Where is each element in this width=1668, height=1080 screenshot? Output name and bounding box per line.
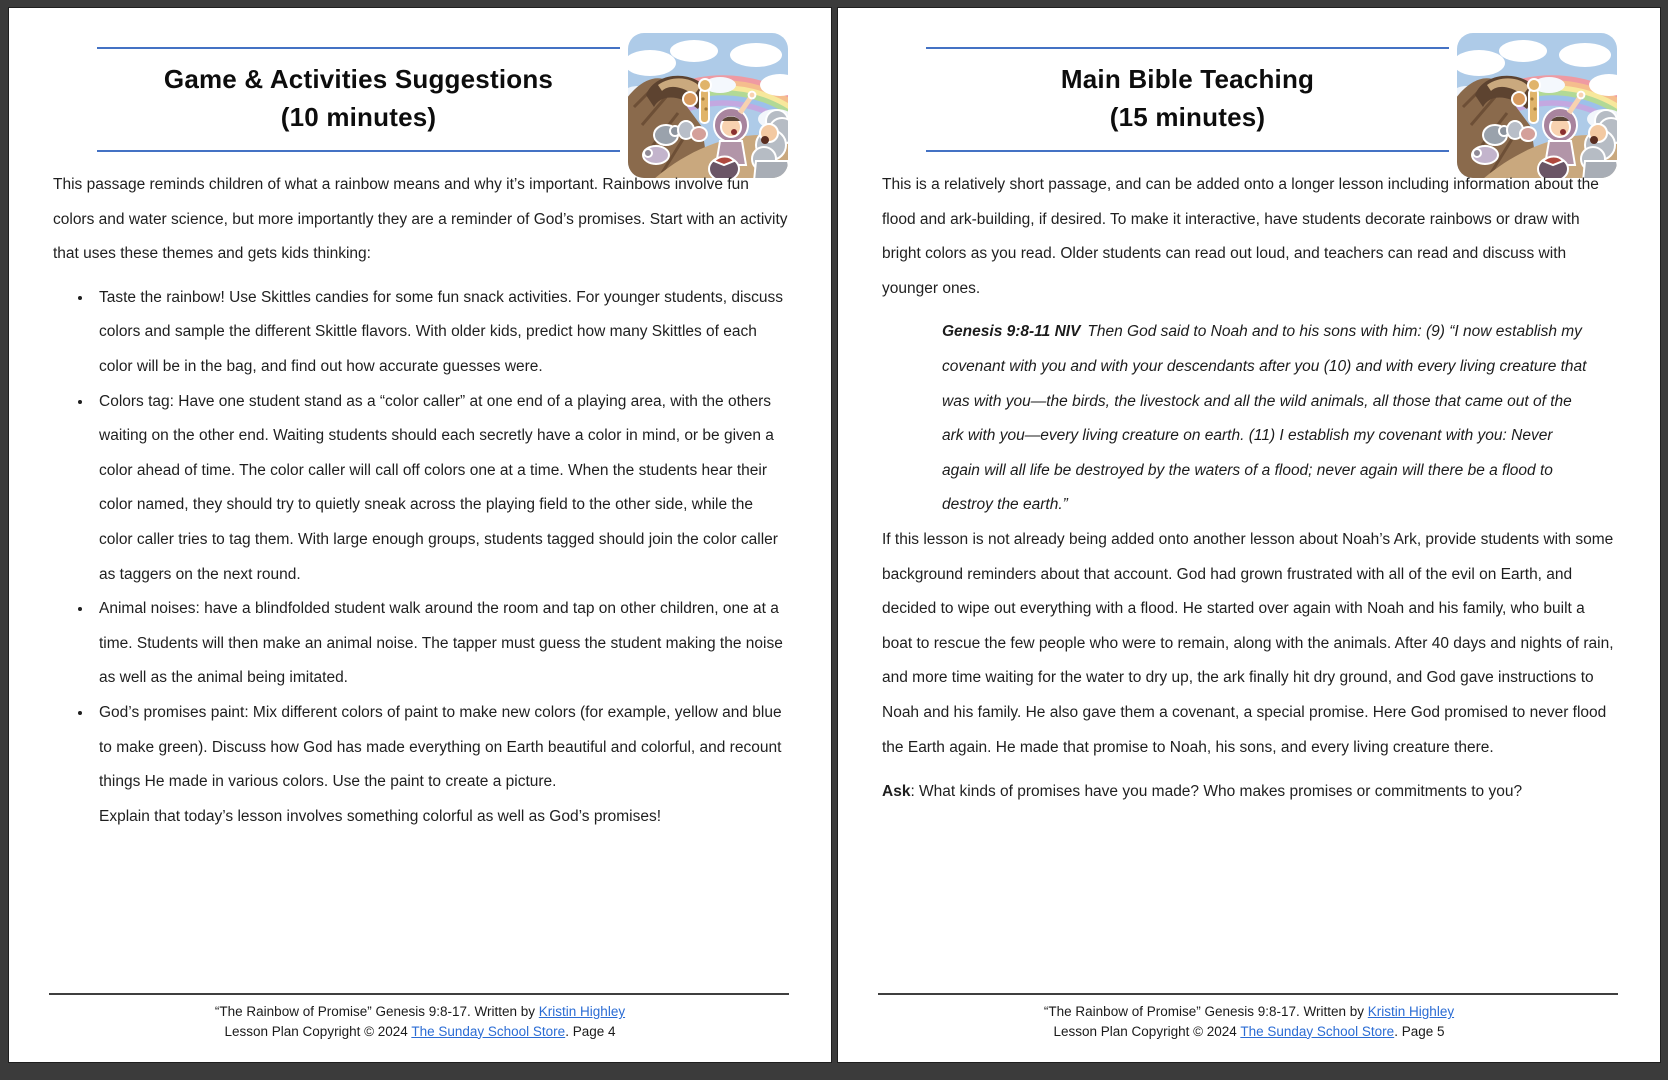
footer-line2 [838, 1022, 1660, 1042]
background-paragraph: If this lesson is not already being added onto another lesson about Noah’s Ark, provide students with some background reminders about that account. God had grown frustrated with all of the evil on Earth, and decided to wipe out everything with a flood. He started over again with Noah and his family, who built a boat to rescue the few people who were to remain, along with the animals. After 40 days and nights of rain, and more time waiting for the water to dry up, the ark finally hit dry ground, and God gave instructions to Noah and his family. He also gave them a covenant, a special promise. Here God promised to never flood the Earth again. He made that promise to Noah, his sons, and every living creature there. [882, 530, 1614, 756]
page-title-line2: (15 minutes) [1109, 102, 1266, 132]
noahs-ark-rainbow-illustration [628, 33, 788, 178]
footer-line1 [9, 1002, 831, 1022]
page-title-line2: (10 minutes) [280, 102, 437, 132]
store-link[interactable]: The Sunday School Store [1240, 1023, 1395, 1039]
page-title-line1: Game & Activities Suggestions [163, 64, 554, 94]
store-link[interactable]: The Sunday School Store [411, 1023, 566, 1039]
page-body [53, 168, 789, 834]
activity-item-skittles: • Taste the rainbow! Use Skittles candies for some fun snack activities. For younger students, discuss colors and sample the different Skittle flavors. With older kids, predict how many Skittles of each color will be in the bag, and find out how accurate guesses were. [93, 281, 789, 385]
footer-line2 [9, 1022, 831, 1042]
footer-rule [49, 993, 789, 995]
page-title [926, 60, 1449, 136]
footer-rule [878, 993, 1618, 995]
ask-label: Ask [882, 783, 911, 801]
page-5 [838, 8, 1660, 1062]
footer-copyright-text: Lesson Plan Copyright © 2024 [224, 1023, 412, 1039]
intro-paragraph: This passage reminds children of what a rainbow means and why it’s important. Rainbows involve fun colors and water science, but more importantly they are a reminder of God’s promises. Start with an activity that uses these themes and gets kids thinking: [53, 176, 788, 263]
page-number: . Page 4 [565, 1023, 616, 1039]
title-rule-bottom [926, 150, 1449, 152]
title-rule-bottom [97, 150, 620, 152]
activity-item-promises-paint: • God’s promises paint: Mix different colors of paint to make new colors (for example, yellow and blue to make green). Discuss how God has made everything on Earth beautiful and colorful, and recount things He made in various colors. Use the paint to create a picture. [93, 696, 789, 800]
footer-title-text: “The Rainbow of Promise” Genesis 9:8-17. Written by [214, 1004, 539, 1019]
author-link[interactable]: Kristin Highley [538, 1004, 626, 1019]
footer-line1 [838, 1002, 1660, 1022]
noahs-ark-rainbow-illustration [1457, 33, 1617, 178]
title-rule-top [926, 47, 1449, 49]
page-footer [9, 1002, 831, 1041]
title-rule-top [97, 47, 620, 49]
activity-list [53, 281, 789, 800]
ask-question: : What kinds of promises have you made? Who makes promises or commitments to you? [910, 783, 1523, 801]
intro-paragraph: This is a relatively short passage, and can be added onto a longer lesson including information about the flood and ark-building, if desired. To make it interactive, have students decorate rainbows or draw with bright colors as you read. Older students can read out loud, and teachers can read and discuss with younger ones. [882, 176, 1599, 297]
page-footer [838, 1002, 1660, 1041]
page-title [97, 60, 620, 136]
page-number: . Page 5 [1394, 1023, 1445, 1039]
scripture-quote [882, 315, 1618, 523]
activity-item-colors-tag: • Colors tag: Have one student stand as a “color caller” at one end of a playing area, with the others waiting on the other end. Waiting students should each secretly have a color in mind, or be given a color ahead of time. The color caller will call off colors one at a time. When the students hear their color named, they should try to quietly sneak across the playing field to the other side, while the color caller tries to tag them. With large enough groups, students tagged should join the color caller as taggers on the next round. [93, 385, 789, 593]
activity-item-animal-noises: • Animal noises: have a blindfolded student walk around the room and tap on other children, one at a time. Students will then make an animal noise. The tapper must guess the student making the noise as well as the animal being imitated. [93, 592, 789, 696]
closing-line: Explain that today’s lesson involves something colorful as well as God’s promises! [99, 807, 662, 825]
page-title-line1: Main Bible Teaching [1060, 64, 1315, 94]
scripture-text: Then God said to Noah and to his sons with him: (9) “I now establish my covenant with you and with your descendants after you (10) and with every living creature that was with you—the birds, the livestock and all the wild animals, all those that came out of the ark with you—every living creature on earth. (11) I establish my covenant with you: Never again will all life be destroyed by the waters of a flood; never again will there be a flood to destroy the earth.” [942, 323, 1587, 514]
author-link[interactable]: Kristin Highley [1367, 1004, 1455, 1019]
scripture-reference: Genesis 9:8-11 NIV [942, 323, 1081, 341]
ask-paragraph [882, 775, 1618, 810]
page-4 [9, 8, 831, 1062]
footer-title-text: “The Rainbow of Promise” Genesis 9:8-17. Written by [1043, 1004, 1368, 1019]
page-body [882, 168, 1618, 810]
footer-copyright-text: Lesson Plan Copyright © 2024 [1053, 1023, 1241, 1039]
